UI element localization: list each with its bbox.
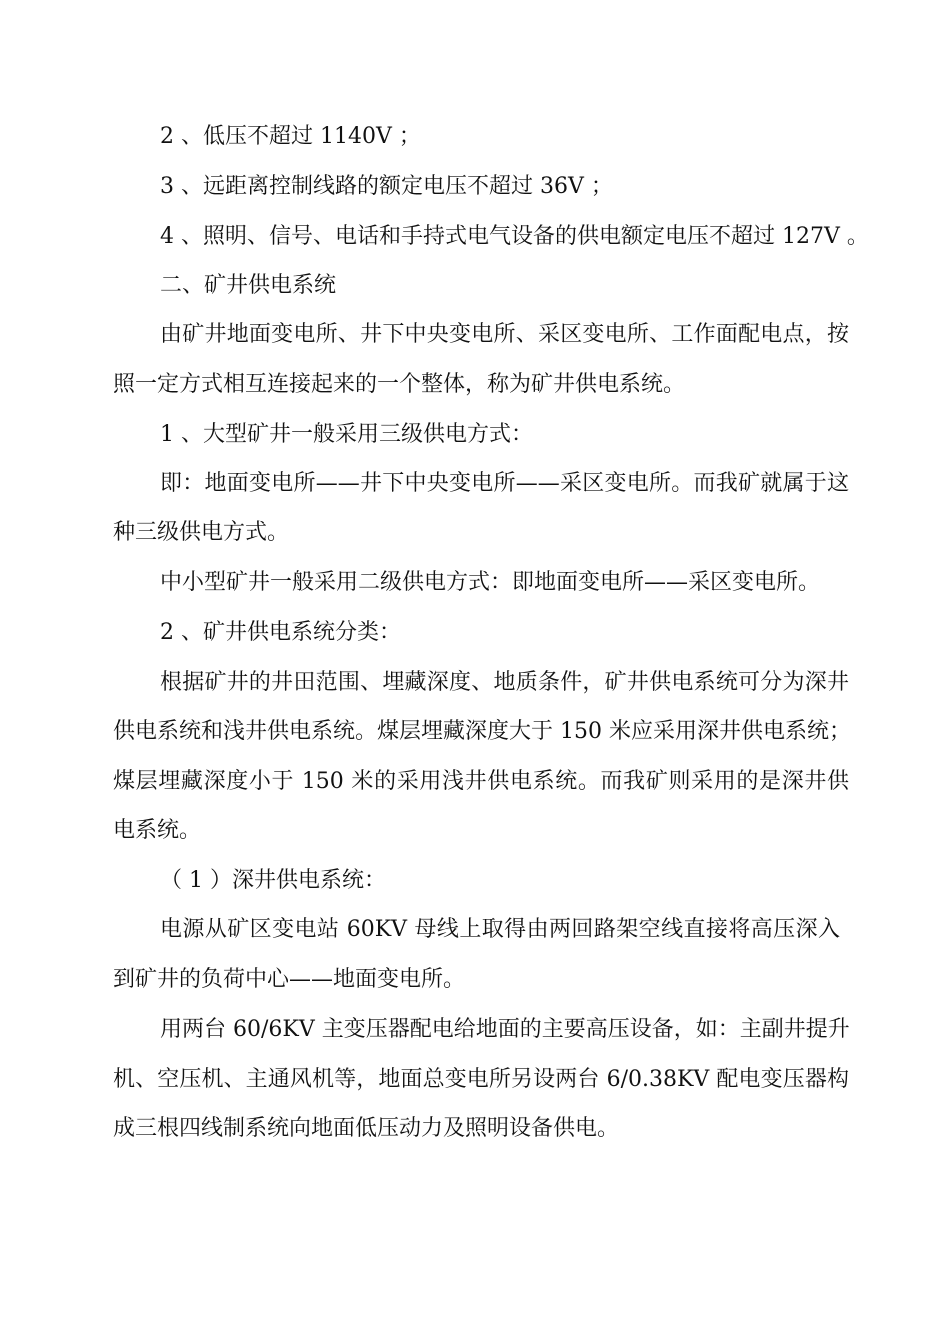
section-heading-power-system: 二、矿井供电系统 <box>160 273 337 298</box>
list-item-low-voltage: 2 、低压不超过 1140V ； <box>160 124 421 149</box>
paragraph-line: 机、空压机、主通风机等，地面总变电所另设两台 6/0.38KV 配电变压器构 <box>113 1067 849 1092</box>
list-item-three-level: 1 、大型矿井一般采用三级供电方式： <box>160 422 533 447</box>
paragraph-line: 种三级供电方式。 <box>113 520 290 545</box>
paragraph-line: 到矿井的负荷中心——地面变电所。 <box>113 967 466 992</box>
paragraph-line: 即：地面变电所——井下中央变电所——采区变电所。而我矿就属于这 <box>160 471 849 496</box>
paragraph-line: 电系统。 <box>113 818 202 843</box>
paragraph-line: 照一定方式相互连接起来的一个整体，称为矿井供电系统。 <box>113 372 686 397</box>
paragraph-line: 用两台 60/6KV 主变压器配电给地面的主要高压设备，如：主副井提升 <box>160 1017 850 1042</box>
list-item-remote-control-voltage: 3 、远距离控制线路的额定电压不超过 36V ； <box>160 174 613 199</box>
paragraph-line: 根据矿井的井田范围、埋藏深度、地质条件，矿井供电系统可分为深井 <box>160 670 849 695</box>
paragraph-line: 供电系统和浅井供电系统。煤层埋藏深度大于 150 米应采用深井供电系统； <box>113 719 851 744</box>
paragraph-line: 成三根四线制系统向地面低压动力及照明设备供电。 <box>113 1116 620 1141</box>
subsection-heading-deep-well: （ 1 ）深井供电系统： <box>160 868 386 893</box>
list-item-lighting-voltage: 4 、照明、信号、电话和手持式电气设备的供电额定电压不超过 127V 。 <box>160 224 869 249</box>
paragraph-line: 电源从矿区变电站 60KV 母线上取得由两回路架空线直接将高压深入 <box>160 917 840 942</box>
paragraph-line: 煤层埋藏深度小于 150 米的采用浅井供电系统。而我矿则采用的是深井供 <box>113 769 849 794</box>
list-item-classification: 2 、矿井供电系统分类： <box>160 620 401 645</box>
paragraph-line: 由矿井地面变电所、井下中央变电所、采区变电所、工作面配电点，按 <box>160 322 849 347</box>
paragraph-line: 中小型矿井一般采用二级供电方式：即地面变电所——采区变电所。 <box>160 570 821 595</box>
